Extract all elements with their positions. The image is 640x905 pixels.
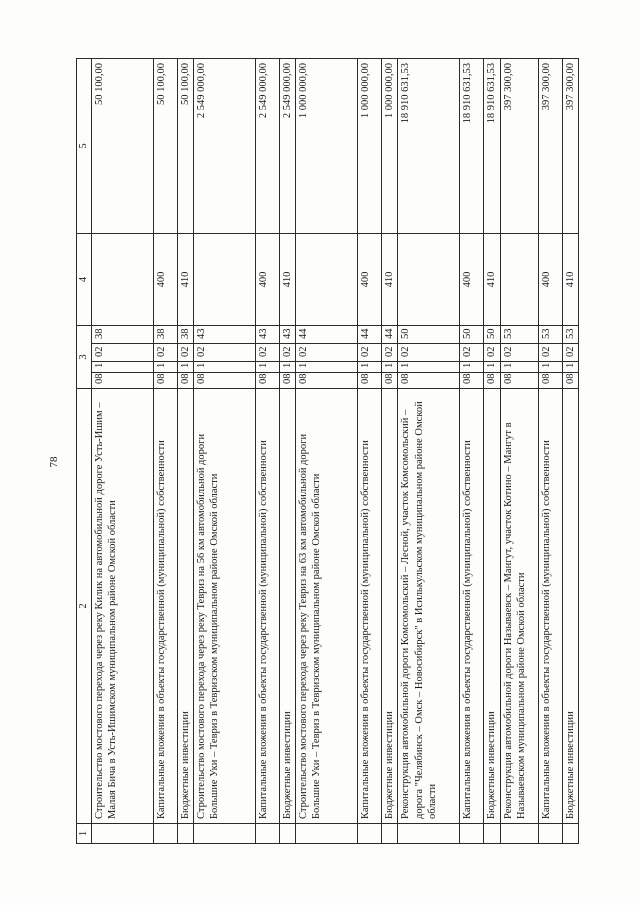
row-name: Бюджетные инвестиции bbox=[280, 389, 296, 824]
table-row bbox=[562, 59, 578, 844]
code-part-3: 02 bbox=[484, 344, 500, 362]
cell-empty bbox=[500, 824, 538, 844]
page-number: 78 bbox=[48, 456, 60, 468]
expense-type: 400 bbox=[460, 234, 484, 326]
code-part-3: 02 bbox=[194, 344, 256, 362]
code-part-1: 08 bbox=[398, 373, 460, 389]
row-amount: 18 910 631,53 bbox=[484, 59, 500, 234]
cell-empty bbox=[154, 824, 178, 844]
table-row bbox=[538, 59, 562, 844]
code-part-2: 1 bbox=[382, 362, 398, 373]
expense-type bbox=[296, 234, 358, 326]
code-part-1: 08 bbox=[296, 373, 358, 389]
code-part-2: 1 bbox=[460, 362, 484, 373]
row-amount: 50 100,00 bbox=[154, 59, 178, 234]
code-part-4: 50 bbox=[484, 326, 500, 344]
table-row bbox=[92, 59, 154, 844]
expense-type bbox=[92, 234, 154, 326]
row-amount: 1 000 000,00 bbox=[358, 59, 382, 234]
code-part-4: 50 bbox=[460, 326, 484, 344]
code-part-1: 08 bbox=[500, 373, 538, 389]
code-part-4: 43 bbox=[256, 326, 280, 344]
code-part-3: 02 bbox=[500, 344, 538, 362]
cell-empty bbox=[398, 824, 460, 844]
cell-empty bbox=[562, 824, 578, 844]
expense-type: 410 bbox=[562, 234, 578, 326]
row-name: Капитальные вложения в объекты государственной (муниципальной) собственности bbox=[538, 389, 562, 824]
code-part-1: 08 bbox=[382, 373, 398, 389]
code-part-3: 02 bbox=[398, 344, 460, 362]
cell-empty bbox=[280, 824, 296, 844]
code-part-2: 1 bbox=[562, 362, 578, 373]
cell-empty bbox=[296, 824, 358, 844]
budget-table bbox=[76, 58, 579, 844]
code-part-3: 02 bbox=[538, 344, 562, 362]
code-part-2: 1 bbox=[538, 362, 562, 373]
code-part-1: 08 bbox=[178, 373, 194, 389]
code-part-3: 02 bbox=[562, 344, 578, 362]
code-part-2: 1 bbox=[256, 362, 280, 373]
row-amount: 1 000 000,00 bbox=[296, 59, 358, 234]
header-col-2: 2 bbox=[77, 389, 92, 824]
code-part-2: 1 bbox=[154, 362, 178, 373]
row-amount: 50 100,00 bbox=[92, 59, 154, 234]
code-part-4: 43 bbox=[280, 326, 296, 344]
row-amount: 18 910 631,53 bbox=[460, 59, 484, 234]
row-name: Бюджетные инвестиции bbox=[484, 389, 500, 824]
row-name: Бюджетные инвестиции bbox=[382, 389, 398, 824]
cell-empty bbox=[382, 824, 398, 844]
header-col-4: 4 bbox=[77, 234, 92, 326]
row-amount: 2 549 000,00 bbox=[194, 59, 256, 234]
row-name: Капитальные вложения в объекты государственной (муниципальной) собственности bbox=[154, 389, 178, 824]
code-part-3: 02 bbox=[256, 344, 280, 362]
table-row bbox=[398, 59, 460, 844]
code-part-1: 08 bbox=[484, 373, 500, 389]
code-part-2: 1 bbox=[178, 362, 194, 373]
code-part-4: 50 bbox=[398, 326, 460, 344]
cell-empty bbox=[538, 824, 562, 844]
header-col-3: 3 bbox=[77, 326, 92, 389]
expense-type: 410 bbox=[280, 234, 296, 326]
row-amount: 1 000 000,00 bbox=[382, 59, 398, 234]
table-row bbox=[194, 59, 256, 844]
row-amount: 50 100,00 bbox=[178, 59, 194, 234]
expense-type: 400 bbox=[154, 234, 178, 326]
table-row bbox=[154, 59, 178, 844]
row-amount: 397 300,00 bbox=[562, 59, 578, 234]
code-part-4: 53 bbox=[500, 326, 538, 344]
table-row bbox=[178, 59, 194, 844]
code-part-4: 53 bbox=[538, 326, 562, 344]
row-amount: 18 910 631,53 bbox=[398, 59, 460, 234]
expense-type: 410 bbox=[382, 234, 398, 326]
cell-empty bbox=[256, 824, 280, 844]
expense-type: 400 bbox=[358, 234, 382, 326]
row-amount: 2 549 000,00 bbox=[280, 59, 296, 234]
code-part-4: 38 bbox=[154, 326, 178, 344]
row-name: Реконструкция автомобильной дороги Комсомольский – Лесной, участок Комсомольский – дорога "Челябинск – Омск – Новосибирск" в Исилькульском муниципальном районе Омской области bbox=[398, 389, 460, 824]
table-row bbox=[358, 59, 382, 844]
row-amount: 2 549 000,00 bbox=[256, 59, 280, 234]
code-part-3: 02 bbox=[460, 344, 484, 362]
row-name: Строительство мостового перехода через реку Тевриз на 56 км автомобильной дороги Большие Уки – Тевриз в Тевризском муниципальном районе Омской области bbox=[194, 389, 256, 824]
row-name: Бюджетные инвестиции bbox=[562, 389, 578, 824]
code-part-1: 08 bbox=[194, 373, 256, 389]
table-row bbox=[484, 59, 500, 844]
code-part-2: 1 bbox=[296, 362, 358, 373]
expense-type: 410 bbox=[484, 234, 500, 326]
cell-empty bbox=[460, 824, 484, 844]
expense-type: 400 bbox=[538, 234, 562, 326]
cell-empty bbox=[178, 824, 194, 844]
row-name: Капитальные вложения в объекты государственной (муниципальной) собственности bbox=[256, 389, 280, 824]
row-name: Капитальные вложения в объекты государственной (муниципальной) собственности bbox=[460, 389, 484, 824]
header-col-1: 1 bbox=[77, 824, 92, 844]
table-row bbox=[382, 59, 398, 844]
code-part-2: 1 bbox=[500, 362, 538, 373]
expense-type: 400 bbox=[256, 234, 280, 326]
expense-type bbox=[398, 234, 460, 326]
code-part-2: 1 bbox=[398, 362, 460, 373]
code-part-3: 02 bbox=[154, 344, 178, 362]
table-body bbox=[77, 59, 579, 844]
table-row bbox=[460, 59, 484, 844]
code-part-4: 44 bbox=[296, 326, 358, 344]
code-part-2: 1 bbox=[92, 362, 154, 373]
cell-empty bbox=[194, 824, 256, 844]
code-part-4: 44 bbox=[382, 326, 398, 344]
header-row bbox=[77, 59, 92, 844]
code-part-1: 08 bbox=[280, 373, 296, 389]
cell-empty bbox=[358, 824, 382, 844]
expense-type bbox=[500, 234, 538, 326]
code-part-4: 38 bbox=[178, 326, 194, 344]
code-part-2: 1 bbox=[484, 362, 500, 373]
cell-empty bbox=[484, 824, 500, 844]
code-part-3: 02 bbox=[382, 344, 398, 362]
code-part-2: 1 bbox=[194, 362, 256, 373]
code-part-3: 02 bbox=[92, 344, 154, 362]
code-part-3: 02 bbox=[280, 344, 296, 362]
row-name: Строительство мостового перехода через реку Тевриз на 63 км автомобильной дороги Большие Уки – Тевриз в Тевризском муниципальном районе Омской области bbox=[296, 389, 358, 824]
table-row bbox=[296, 59, 358, 844]
code-part-3: 02 bbox=[296, 344, 358, 362]
code-part-4: 38 bbox=[92, 326, 154, 344]
code-part-1: 08 bbox=[538, 373, 562, 389]
code-part-2: 1 bbox=[280, 362, 296, 373]
expense-type: 410 bbox=[178, 234, 194, 326]
code-part-1: 08 bbox=[562, 373, 578, 389]
code-part-1: 08 bbox=[256, 373, 280, 389]
code-part-1: 08 bbox=[358, 373, 382, 389]
code-part-3: 02 bbox=[178, 344, 194, 362]
row-name: Бюджетные инвестиции bbox=[178, 389, 194, 824]
code-part-2: 1 bbox=[358, 362, 382, 373]
code-part-3: 02 bbox=[358, 344, 382, 362]
expense-type bbox=[194, 234, 256, 326]
row-name: Строительство мостового перехода через реку Килик на автомобильной дороге Усть-Ишим – Малая Бича в Усть-Ишимском муниципальном районе Омской области bbox=[92, 389, 154, 824]
row-name: Реконструкция автомобильной дороги Называевск – Мангут, участок Котино – Мангут в Называевском муниципальном районе Омской области bbox=[500, 389, 538, 824]
row-amount: 397 300,00 bbox=[538, 59, 562, 234]
header-col-5: 5 bbox=[77, 59, 92, 234]
code-part-1: 08 bbox=[154, 373, 178, 389]
table-row bbox=[280, 59, 296, 844]
cell-empty bbox=[92, 824, 154, 844]
table-row bbox=[256, 59, 280, 844]
rotated-table-wrapper bbox=[76, 59, 576, 844]
row-name: Капитальные вложения в объекты государственной (муниципальной) собственности bbox=[358, 389, 382, 824]
code-part-4: 44 bbox=[358, 326, 382, 344]
table-row bbox=[500, 59, 538, 844]
code-part-4: 53 bbox=[562, 326, 578, 344]
code-part-4: 43 bbox=[194, 326, 256, 344]
code-part-1: 08 bbox=[92, 373, 154, 389]
code-part-1: 08 bbox=[460, 373, 484, 389]
row-amount: 397 300,00 bbox=[500, 59, 538, 234]
